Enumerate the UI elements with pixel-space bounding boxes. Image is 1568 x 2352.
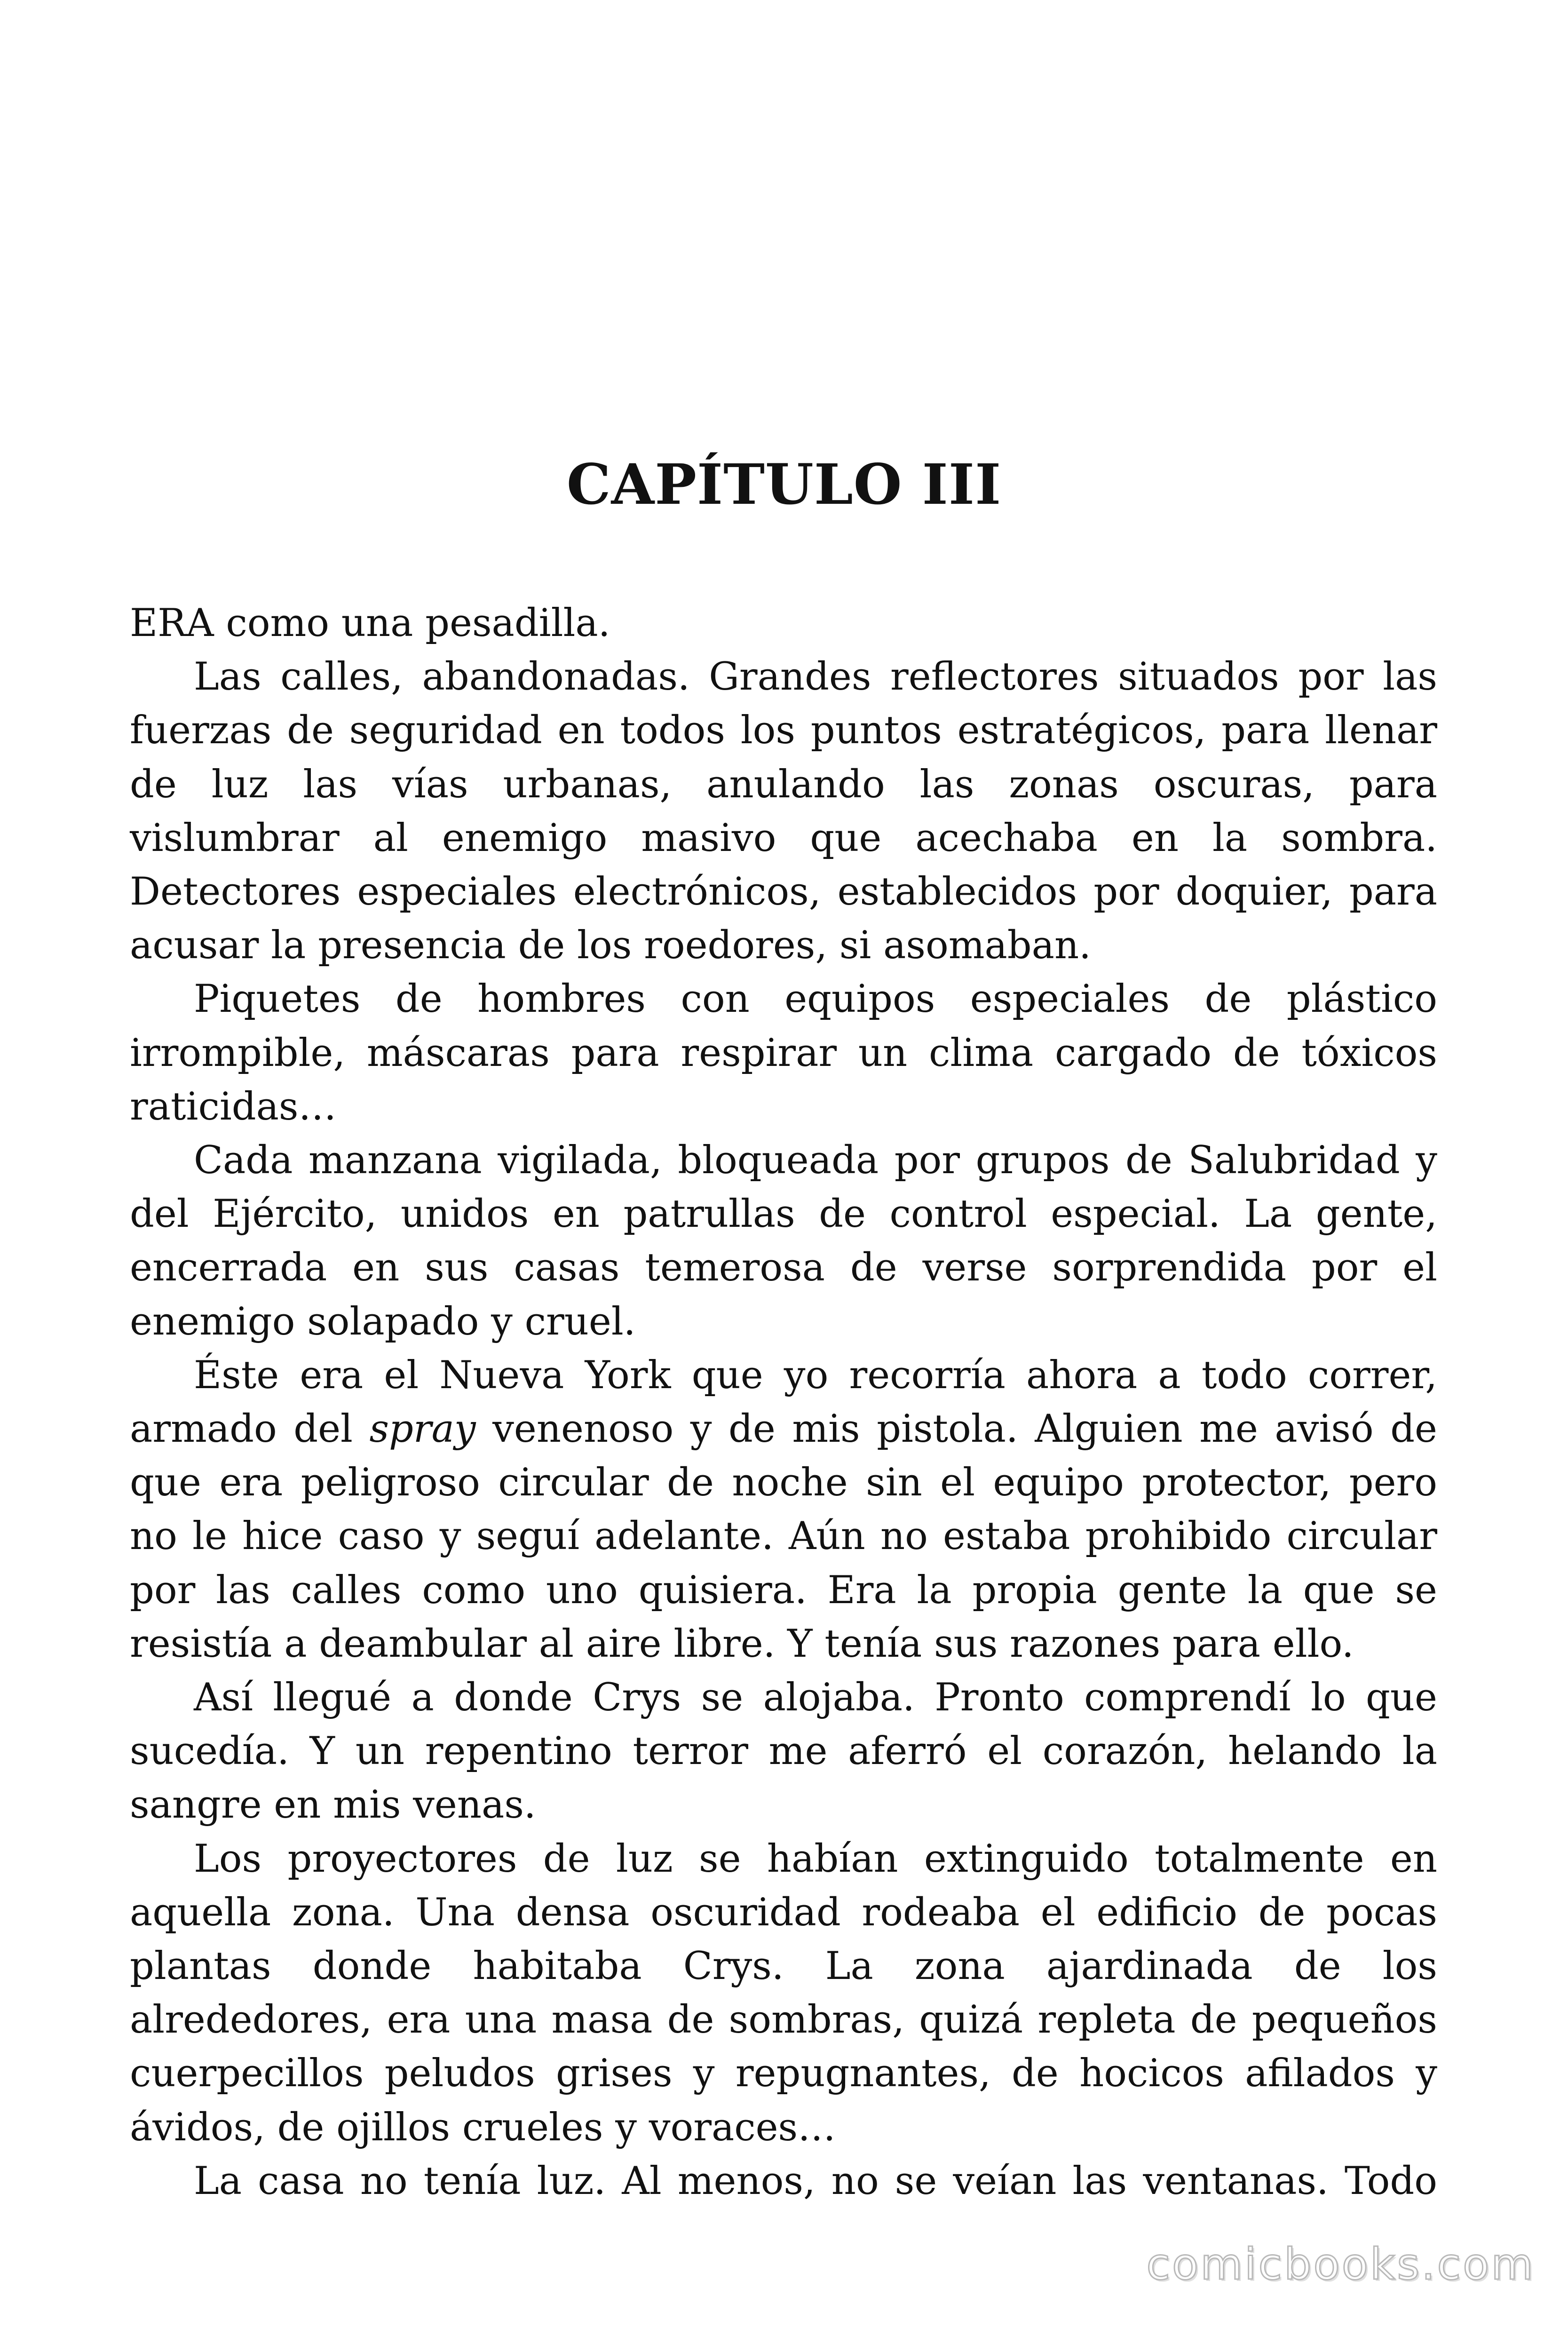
- chapter-title: CAPÍTULO III: [566, 452, 1002, 517]
- paragraph-5-part-1: Éste era el Nueva York que yo recorría ahora a todo correr, armado del: [130, 1353, 1437, 1452]
- paragraph-1: ERA como una pesadilla.: [130, 601, 610, 645]
- paragraph-3: Piquetes de hombres con equipos especiales de plástico irrompible, máscaras para respirar un clima cargado de tóxicos raticidas…: [130, 977, 1437, 1129]
- paragraph-5: [130, 1349, 1437, 1671]
- paragraph-7: Los proyectores de luz se habían extinguido totalmente en aquella zona. Una densa oscuridad rodeaba el edificio de pocas plantas donde habitaba Crys. La zona ajardinada de los alrededores, era una masa de sombras, quizá repleta de pequeños cuerpecillos peludos grises y repugnantes, de hocicos afilados y ávidos, de ojillos crueles y voraces…: [130, 1836, 1437, 2150]
- chapter-body: [130, 596, 1437, 2208]
- paragraph-6: Así llegué a donde Crys se alojaba. Pronto comprendí lo que sucedía. Y un repentino terror me aferró el corazón, helando la sangre en mis venas.: [130, 1676, 1437, 1828]
- watermark: comicbooks.com: [1146, 2239, 1535, 2289]
- paragraph-8: La casa no tenía luz. Al menos, no se veían las ventanas. Todo: [194, 2159, 1437, 2203]
- italic-word: spray: [369, 1407, 476, 1452]
- paragraph-4: Cada manzana vigilada, bloqueada por grupos de Salubridad y del Ejército, unidos en patrullas de control especial. La gente, encerrada en sus casas temerosa de verse sorprendida por el enemigo solapado y cruel.: [130, 1138, 1437, 1344]
- paragraph-2: Las calles, abandonadas. Grandes reflectores situados por las fuerzas de seguridad en todos los puntos estratégicos, para llenar de luz las vías urbanas, anulando las zonas oscuras, para vislumbrar al enemigo masivo que acechaba en la sombra. Detectores especiales electrónicos, establecidos por doquier, para acusar la presencia de los roedores, si asomaban.: [130, 655, 1437, 968]
- paragraph-5-part-2: venenoso y de mis pistola. Alguien me avisó de que era peligroso circular de noche sin el equipo protector, pero no le hice caso y seguí adelante. Aún no estaba prohibido circular por las calles como uno quisiera. Era la propia gente la que se resistía a deambular al aire libre. Y tenía sus razones para ello.: [130, 1407, 1437, 1666]
